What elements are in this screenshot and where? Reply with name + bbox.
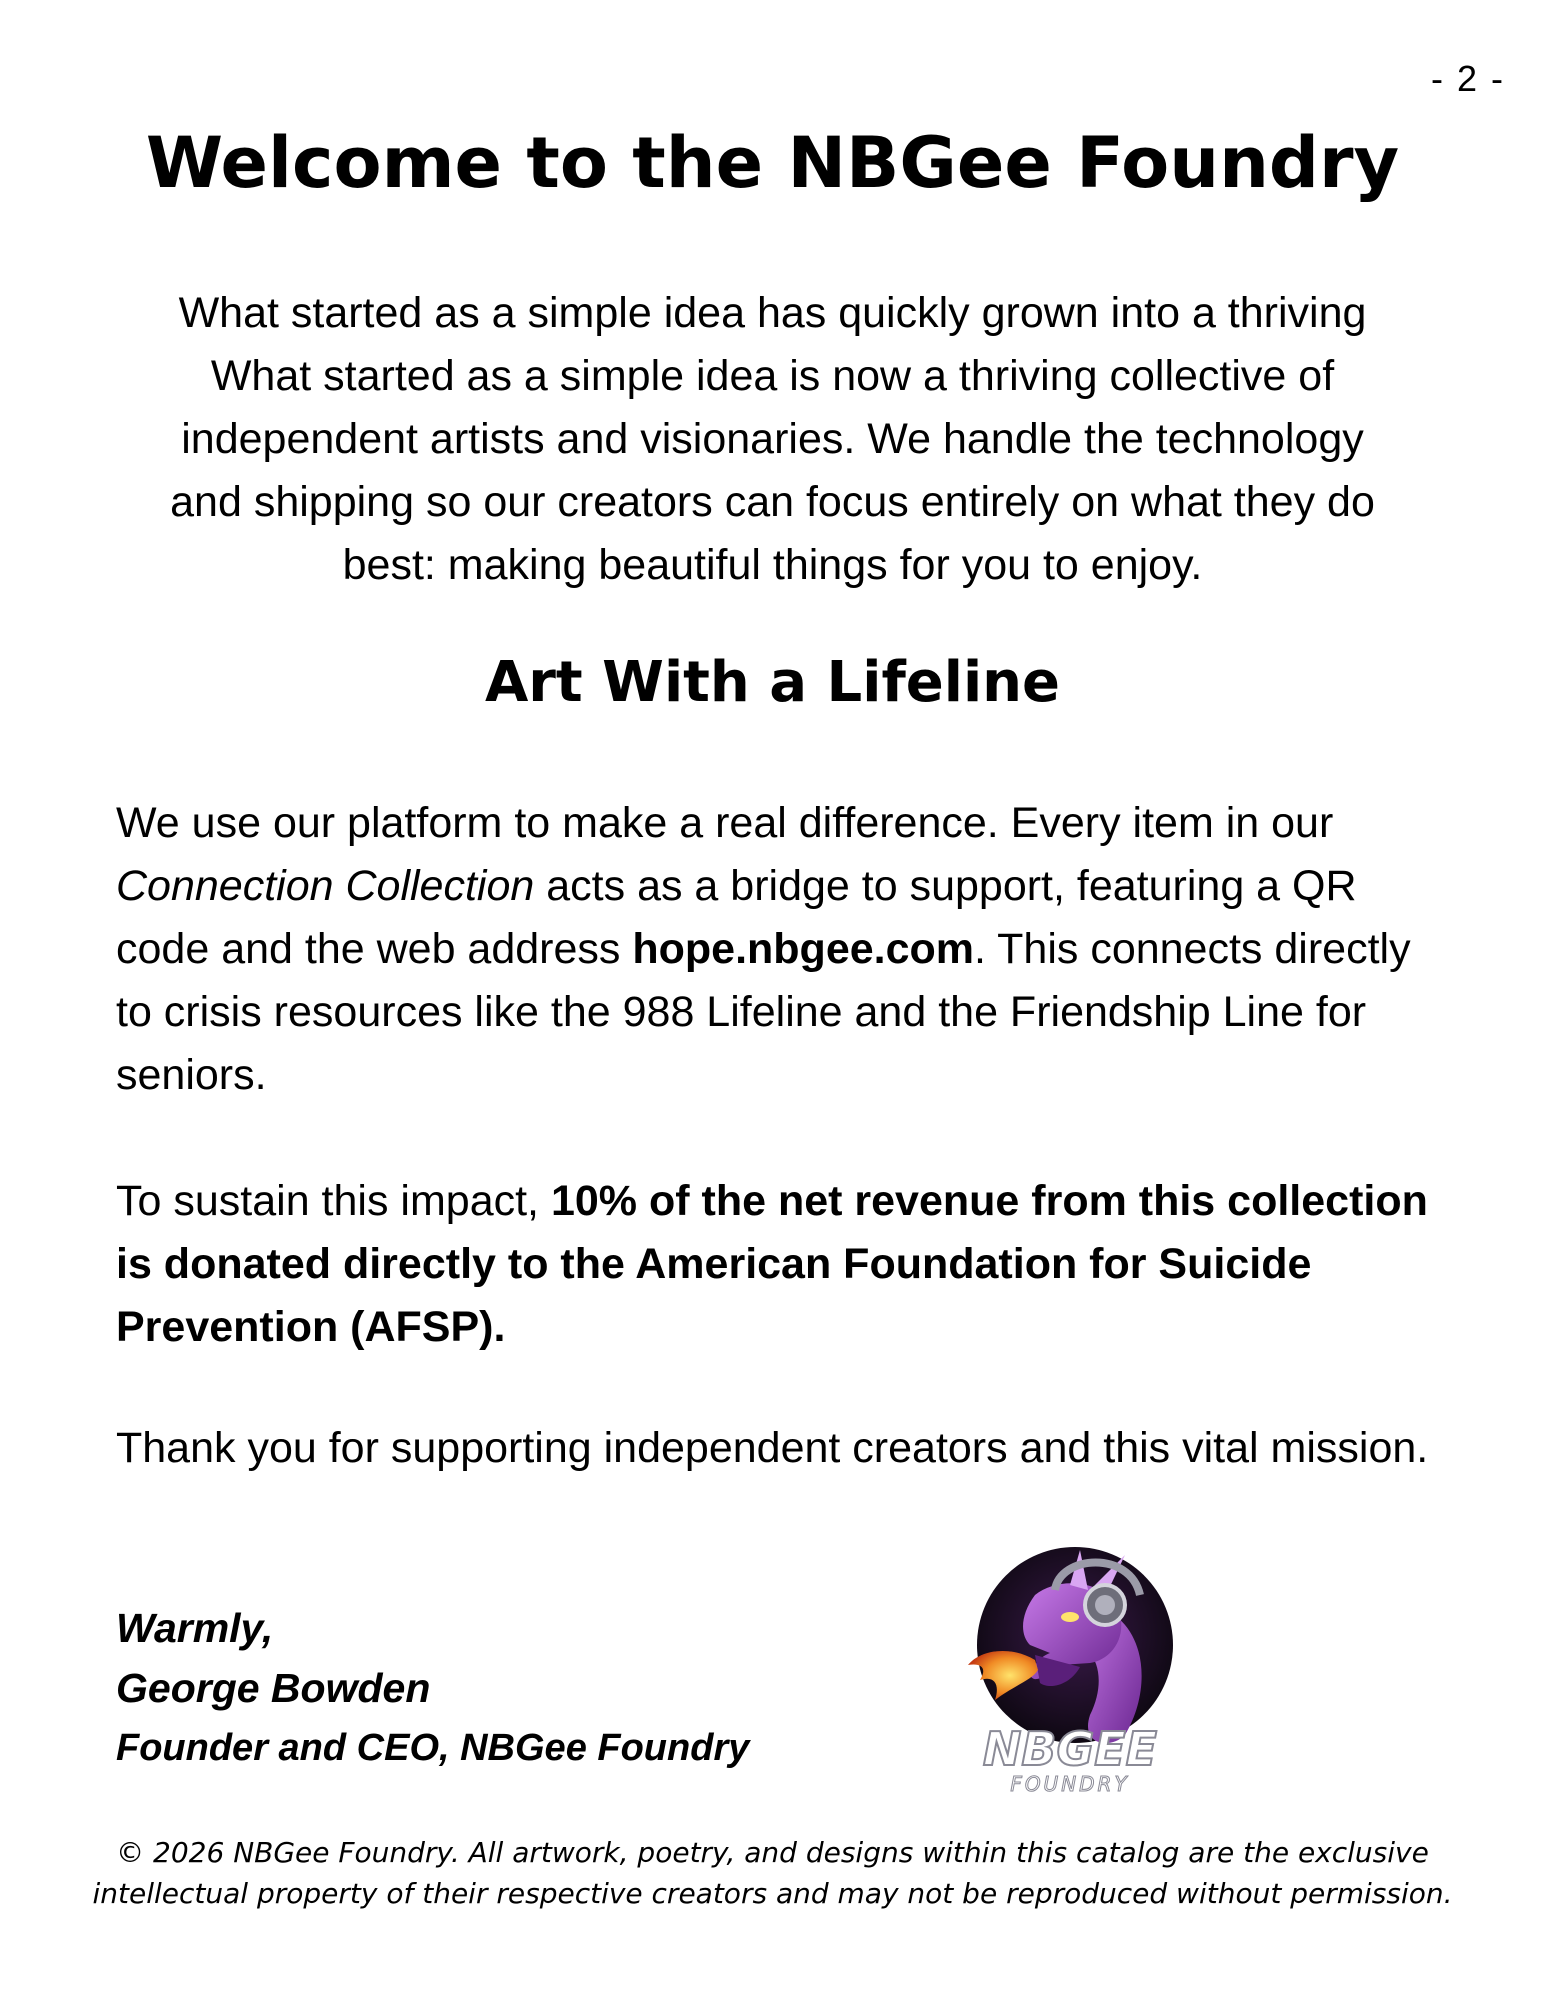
intro-line: and shipping so our creators can focus entirely on what they do <box>170 478 1375 526</box>
section-heading: Art With a Lifeline <box>484 650 1061 715</box>
page-title: Welcome to the NBGee Foundry <box>145 122 1400 204</box>
copyright-notice: © 2026 NBGee Foundry. All artwork, poetry, and designs within this catalog are the exclusive intellectual property of their respective creators and may not be reproduced without permission. <box>92 1836 1453 1910</box>
logo-wordmark: NBGEE <box>982 1722 1158 1776</box>
web-address: hope.nbgee.com <box>632 925 975 973</box>
intro-line: independent artists and visionaries. We handle the technology <box>181 415 1364 463</box>
text-segment: . This connects directly to crisis resources like the 988 Lifeline and the Friendship Line for seniors. <box>116 925 1411 1099</box>
intro-line: best: making beautiful things for you to enjoy. <box>342 541 1203 589</box>
thank-you-paragraph: Thank you for supporting independent creators and this vital mission. <box>116 1424 1429 1472</box>
signature-role: Founder and CEO, NBGee Foundry <box>116 1727 750 1769</box>
signature-name: George Bowden <box>116 1665 431 1711</box>
text-segment: To sustain this impact, <box>116 1177 551 1225</box>
signature-block <box>116 1598 749 1778</box>
donation-paragraph <box>116 1170 1446 1359</box>
signature-closing: Warmly, <box>116 1605 274 1651</box>
intro-line: What started as a simple idea has quickly grown into a thriving <box>178 289 1367 337</box>
nbgee-foundry-logo <box>940 1535 1200 1800</box>
text-segment: We use our platform to make a real difference. Every item in our <box>116 799 1334 847</box>
lifeline-paragraph <box>116 792 1446 1107</box>
intro-line: What started as a simple idea is now a thriving collective of <box>210 352 1335 400</box>
collection-name: Connection Collection <box>116 862 535 910</box>
donation-statement: 10% of the net revenue from this collection is donated directly to the American Foundation for Suicide Prevention (AFSP). <box>116 1177 1428 1351</box>
page-number: - 2 - <box>1430 58 1505 99</box>
dragon-logo-icon <box>940 1535 1200 1800</box>
logo-subwordmark: FOUNDRY <box>1010 1772 1130 1796</box>
text-segment: acts as a bridge to support, featuring a QR code and the web address <box>116 862 1357 973</box>
intro-paragraph <box>110 282 1435 597</box>
